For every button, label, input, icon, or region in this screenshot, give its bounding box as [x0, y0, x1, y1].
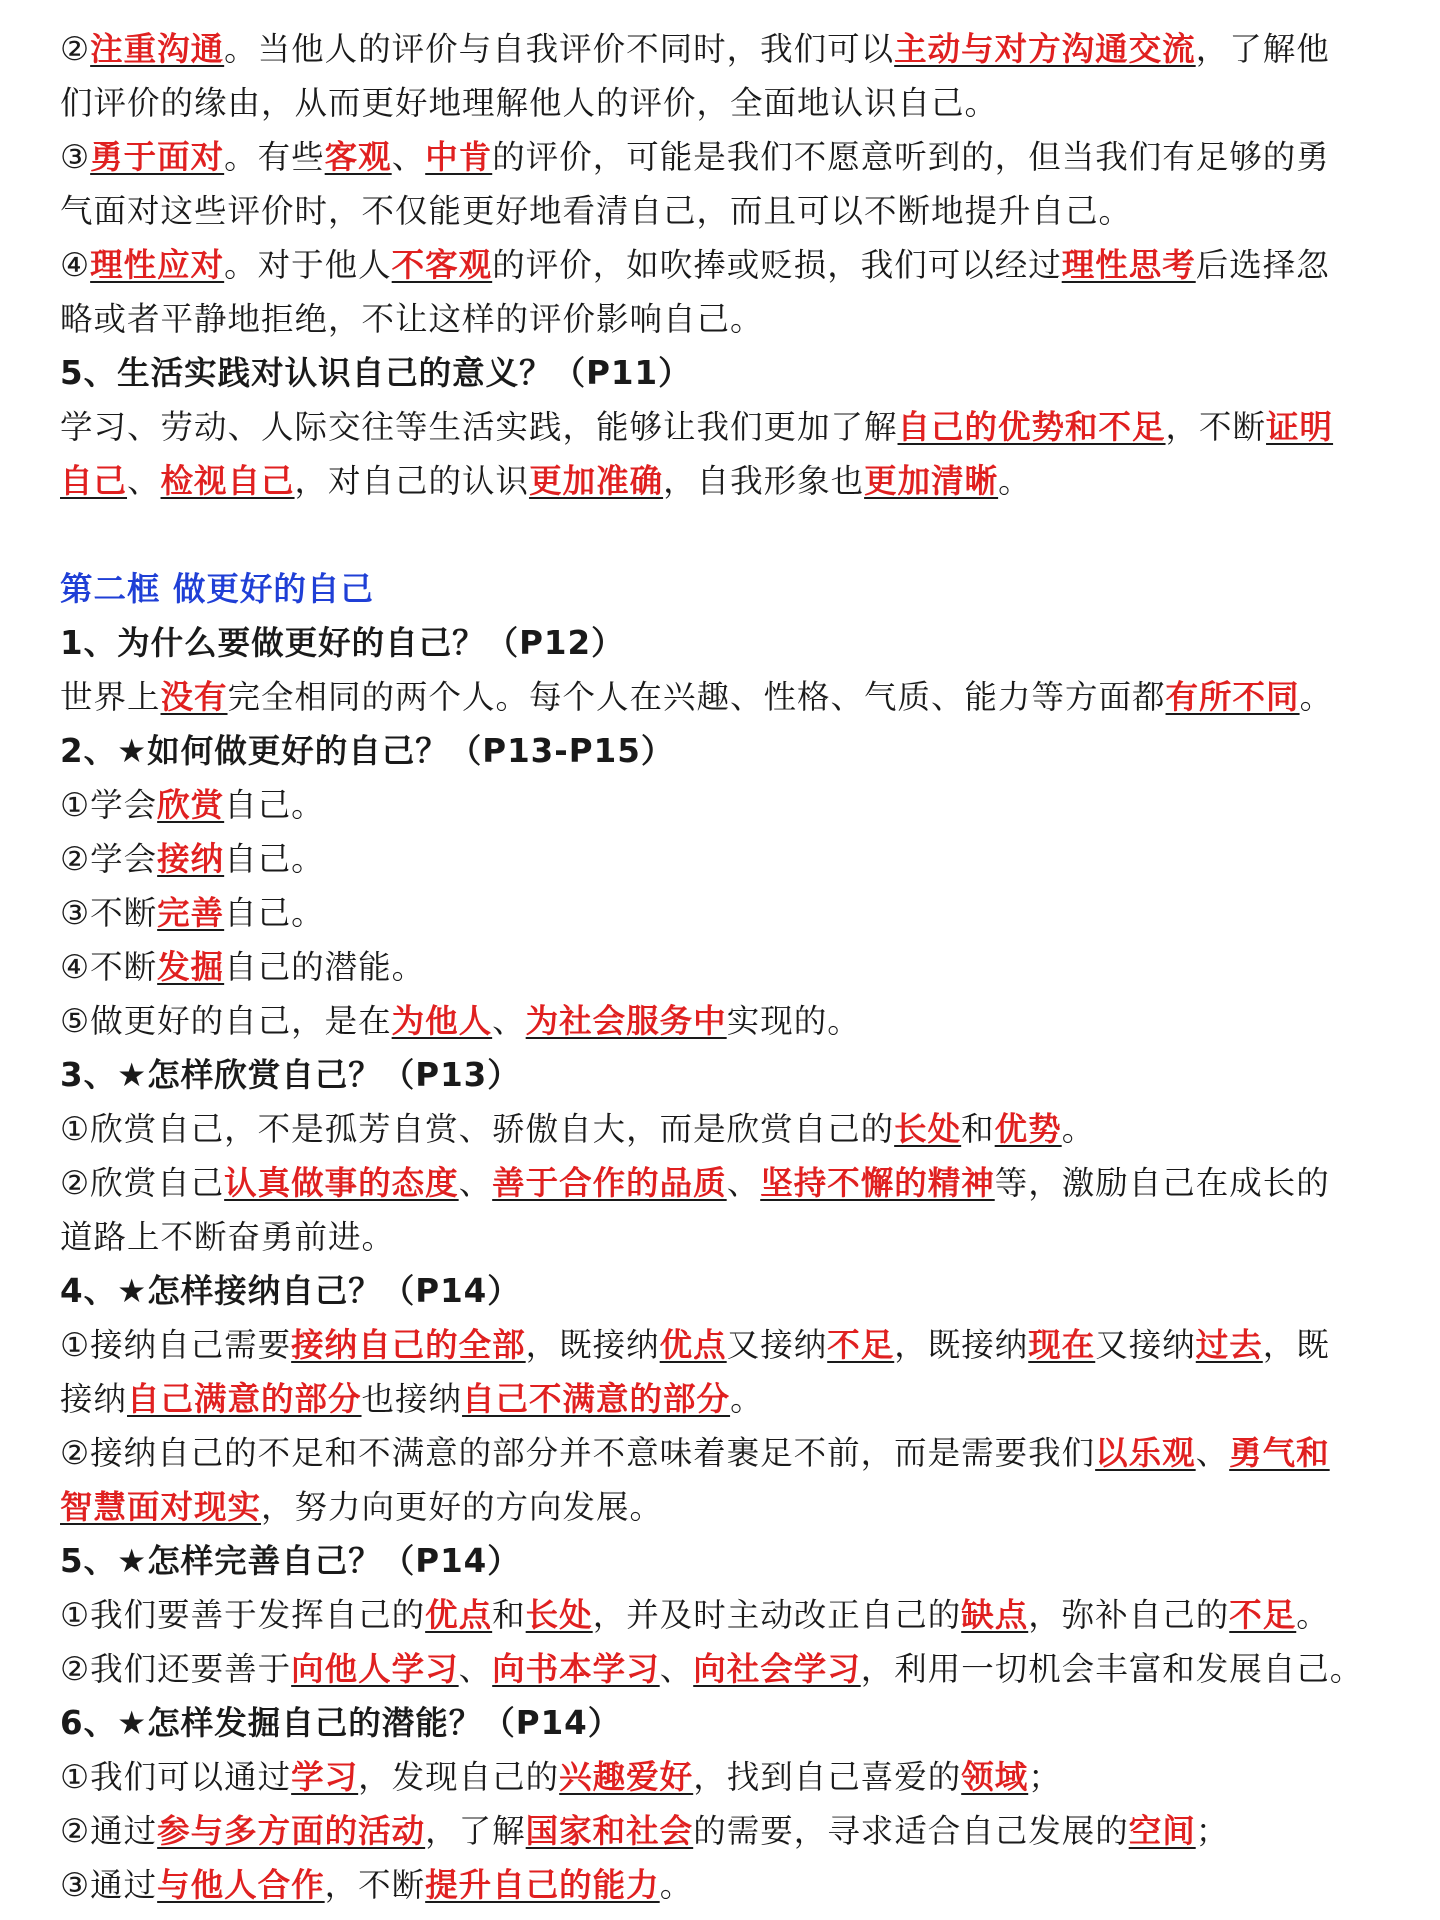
text-run: ，发现自己的	[358, 1758, 560, 1796]
body-line	[60, 778, 1400, 832]
question-heading	[60, 1048, 1400, 1102]
body-line	[60, 1318, 1400, 1372]
text-run: 等，激励自己在成长的	[994, 1164, 1330, 1202]
body-line	[60, 22, 1400, 76]
key-term: 优点	[659, 1326, 727, 1364]
text-run: 的需要，寻求适合自己发展的	[693, 1812, 1129, 1850]
key-term: 完善	[157, 894, 225, 932]
text-run: 。	[998, 462, 1032, 500]
key-term: 坚持不懈的精神	[760, 1164, 995, 1202]
key-term: 空间	[1128, 1812, 1196, 1850]
text-run: ，并及时主动改正自己的	[592, 1596, 962, 1634]
key-term: 现在	[1028, 1326, 1096, 1364]
text-run: 也接纳	[361, 1380, 463, 1418]
question-heading	[60, 346, 1400, 400]
section-title	[60, 562, 1400, 616]
body-line	[60, 184, 1400, 238]
key-term: 领域	[961, 1758, 1029, 1796]
text-run: ，利用一切机会丰富和发展自己。	[860, 1650, 1364, 1688]
key-term: 优势	[994, 1110, 1062, 1148]
key-term: 为他人	[391, 1002, 493, 1040]
key-term: 为社会服务中	[525, 1002, 727, 1040]
blank-line	[60, 508, 1400, 562]
key-term: 勇气和	[1229, 1434, 1330, 1472]
key-term: 向书本学习	[492, 1650, 660, 1688]
text-run: ，了解	[425, 1812, 526, 1850]
body-line	[60, 1804, 1400, 1858]
text-run: 6、★怎样发掘自己的潜能？（P14）	[60, 1704, 622, 1742]
text-run: ①欣赏自己，不是孤芳自赏、骄傲自大，而是欣赏自己的	[60, 1110, 895, 1148]
text-run: ②我们还要善于	[60, 1650, 292, 1688]
body-line	[60, 130, 1400, 184]
text-run: 。	[659, 1866, 694, 1904]
key-term: 学习	[291, 1758, 359, 1796]
text-run: 、	[458, 1164, 493, 1202]
text-run: 3、★怎样欣赏自己？（P13）	[60, 1056, 521, 1094]
question-heading	[60, 1534, 1400, 1588]
body-line	[60, 76, 1400, 130]
text-run: 自己。	[224, 894, 325, 932]
text-run: 、	[127, 462, 161, 500]
key-term: 向社会学习	[693, 1650, 861, 1688]
text-run: 。对于他人	[224, 246, 392, 284]
text-run: 实现的。	[726, 1002, 861, 1040]
text-run: 5、生活实践对认识自己的意义？（P11）	[60, 354, 692, 392]
text-run: 又接纳	[1095, 1326, 1196, 1364]
question-heading	[60, 724, 1400, 778]
document-page	[60, 22, 1400, 1912]
body-line	[60, 1210, 1400, 1264]
key-term: 证明	[1266, 408, 1334, 446]
key-term: 接纳自己的全部	[291, 1326, 526, 1364]
key-term: 主动与对方沟通交流	[894, 30, 1196, 68]
key-term: 兴趣爱好	[559, 1758, 694, 1796]
key-term: 有所不同	[1165, 678, 1300, 716]
key-term: 更加准确	[529, 462, 664, 500]
text-run: ④不断	[60, 948, 158, 986]
text-run: ①我们要善于发挥自己的	[60, 1596, 426, 1634]
body-line	[60, 1858, 1400, 1912]
body-line	[60, 238, 1400, 292]
body-line	[60, 1372, 1400, 1426]
key-term: 不足	[1229, 1596, 1297, 1634]
key-term: 发掘	[157, 948, 225, 986]
text-run: ；	[1195, 1812, 1230, 1850]
key-term: 长处	[894, 1110, 962, 1148]
text-run: ，不断	[1165, 408, 1267, 446]
text-run: 自己。	[224, 840, 325, 878]
text-run: ①接纳自己需要	[60, 1326, 292, 1364]
text-run: ②	[60, 30, 91, 68]
text-run: ，找到自己喜爱的	[693, 1758, 962, 1796]
text-run: ①学会	[60, 786, 158, 824]
key-term: 善于合作的品质	[492, 1164, 727, 1202]
key-term: 认真做事的态度	[224, 1164, 459, 1202]
key-term: 没有	[160, 678, 228, 716]
body-line	[60, 940, 1400, 994]
text-run: 。	[730, 1380, 764, 1418]
key-term: 国家和社会	[525, 1812, 694, 1850]
key-term: 自己	[60, 462, 128, 500]
text-run: 自己。	[224, 786, 325, 824]
body-line	[60, 886, 1400, 940]
question-heading	[60, 616, 1400, 670]
text-run: 、	[458, 1650, 493, 1688]
text-run: 和	[961, 1110, 995, 1148]
text-run: ，既	[1262, 1326, 1330, 1364]
text-run: 接纳	[60, 1380, 128, 1418]
text-run: 们评价的缘由，从而更好地理解他人的评价，全面地认识自己。	[60, 84, 999, 122]
text-run: ，努力向更好的方向发展。	[261, 1488, 664, 1526]
text-run: ④	[60, 246, 91, 284]
text-run: 1、为什么要做更好的自己？（P12）	[60, 624, 625, 662]
body-line	[60, 670, 1400, 724]
key-term: 自己不满意的部分	[462, 1380, 731, 1418]
body-line	[60, 1102, 1400, 1156]
text-run: 、	[391, 138, 426, 176]
question-heading	[60, 1264, 1400, 1318]
key-term: 缺点	[961, 1596, 1029, 1634]
text-run: 世界上	[60, 678, 161, 716]
key-term: 以乐观	[1095, 1434, 1196, 1472]
text-run: ，了解他	[1195, 30, 1330, 68]
key-term: 自己的优势和不足	[897, 408, 1166, 446]
key-term: 中肯	[425, 138, 493, 176]
key-term: 客观	[324, 138, 392, 176]
text-run: ；	[1028, 1758, 1062, 1796]
text-run: 、	[659, 1650, 694, 1688]
text-run: 完全相同的两个人。每个人在兴趣、性格、气质、能力等方面都	[227, 678, 1166, 716]
text-run: ②学会	[60, 840, 158, 878]
key-term: 优点	[425, 1596, 493, 1634]
text-run: ③	[60, 138, 91, 176]
text-run: 、	[1195, 1434, 1230, 1472]
text-run: 、	[492, 1002, 526, 1040]
key-term: 理性思考	[1061, 246, 1196, 284]
key-term: 接纳	[157, 840, 225, 878]
text-run: ③通过	[60, 1866, 158, 1904]
key-term: 参与多方面的活动	[157, 1812, 426, 1850]
key-term: 理性应对	[90, 246, 225, 284]
text-run: ，弥补自己的	[1028, 1596, 1230, 1634]
text-run: ，不断	[324, 1866, 426, 1904]
text-run: 。当他人的评价与自我评价不同时，我们可以	[224, 30, 895, 68]
text-run: 的评价，如吹捧或贬损，我们可以经过	[492, 246, 1062, 284]
text-run: 5、★怎样完善自己？（P14）	[60, 1542, 521, 1580]
key-term: 长处	[525, 1596, 593, 1634]
text-run: 。	[1299, 678, 1334, 716]
body-line	[60, 1426, 1400, 1480]
text-run: 。	[1296, 1596, 1330, 1634]
text-run: 4、★怎样接纳自己？（P14）	[60, 1272, 521, 1310]
body-line	[60, 1156, 1400, 1210]
text-run: 道路上不断奋勇前进。	[60, 1218, 396, 1256]
text-run: 。有些	[224, 138, 325, 176]
key-term: 注重沟通	[90, 30, 225, 68]
body-line	[60, 1480, 1400, 1534]
text-run: ②通过	[60, 1812, 158, 1850]
key-term: 不客观	[391, 246, 493, 284]
text-run: ，既接纳	[894, 1326, 1029, 1364]
key-term: 自己满意的部分	[127, 1380, 362, 1418]
text-run: 自己的潜能。	[224, 948, 426, 986]
text-run: ，自我形象也	[663, 462, 865, 500]
key-term: 过去	[1195, 1326, 1263, 1364]
text-run: 的评价，可能是我们不愿意听到的，但当我们有足够的勇	[492, 138, 1330, 176]
text-run: ，对自己的认识	[294, 462, 530, 500]
key-term: 检视自己	[160, 462, 295, 500]
key-term: 不足	[827, 1326, 895, 1364]
body-line	[60, 832, 1400, 886]
text-run: ，既接纳	[525, 1326, 660, 1364]
key-term: 智慧面对现实	[60, 1488, 262, 1526]
key-term: 向他人学习	[291, 1650, 459, 1688]
body-line	[60, 292, 1400, 346]
text-run: 第二框 做更好的自己	[60, 570, 374, 608]
key-term: 与他人合作	[157, 1866, 325, 1904]
key-term: 更加清晰	[864, 462, 999, 500]
body-line	[60, 454, 1400, 508]
text-run: 、	[726, 1164, 761, 1202]
body-line	[60, 400, 1400, 454]
text-run: 气面对这些评价时，不仅能更好地看清自己，而且可以不断地提升自己。	[60, 192, 1133, 230]
text-run: 又接纳	[726, 1326, 828, 1364]
key-term: 提升自己的能力	[425, 1866, 660, 1904]
body-line	[60, 994, 1400, 1048]
text-run: 。	[1061, 1110, 1096, 1148]
text-run: ③不断	[60, 894, 158, 932]
body-line	[60, 1642, 1400, 1696]
text-run: 后选择忽	[1195, 246, 1330, 284]
body-line	[60, 1750, 1400, 1804]
text-run: ②欣赏自己	[60, 1164, 225, 1202]
text-run: 学习、劳动、人际交往等生活实践，能够让我们更加了解	[60, 408, 898, 446]
question-heading	[60, 1696, 1400, 1750]
body-line	[60, 1588, 1400, 1642]
text-run: ①我们可以通过	[60, 1758, 292, 1796]
text-run: 2、★如何做更好的自己？（P13-P15）	[60, 732, 675, 770]
key-term: 欣赏	[157, 786, 225, 824]
text-run: 和	[492, 1596, 526, 1634]
text-run: 略或者平静地拒绝，不让这样的评价影响自己。	[60, 300, 764, 338]
text-run: ⑤做更好的自己，是在	[60, 1002, 392, 1040]
key-term: 勇于面对	[90, 138, 225, 176]
text-run: ②接纳自己的不足和不满意的部分并不意味着裹足不前，而是需要我们	[60, 1434, 1096, 1472]
